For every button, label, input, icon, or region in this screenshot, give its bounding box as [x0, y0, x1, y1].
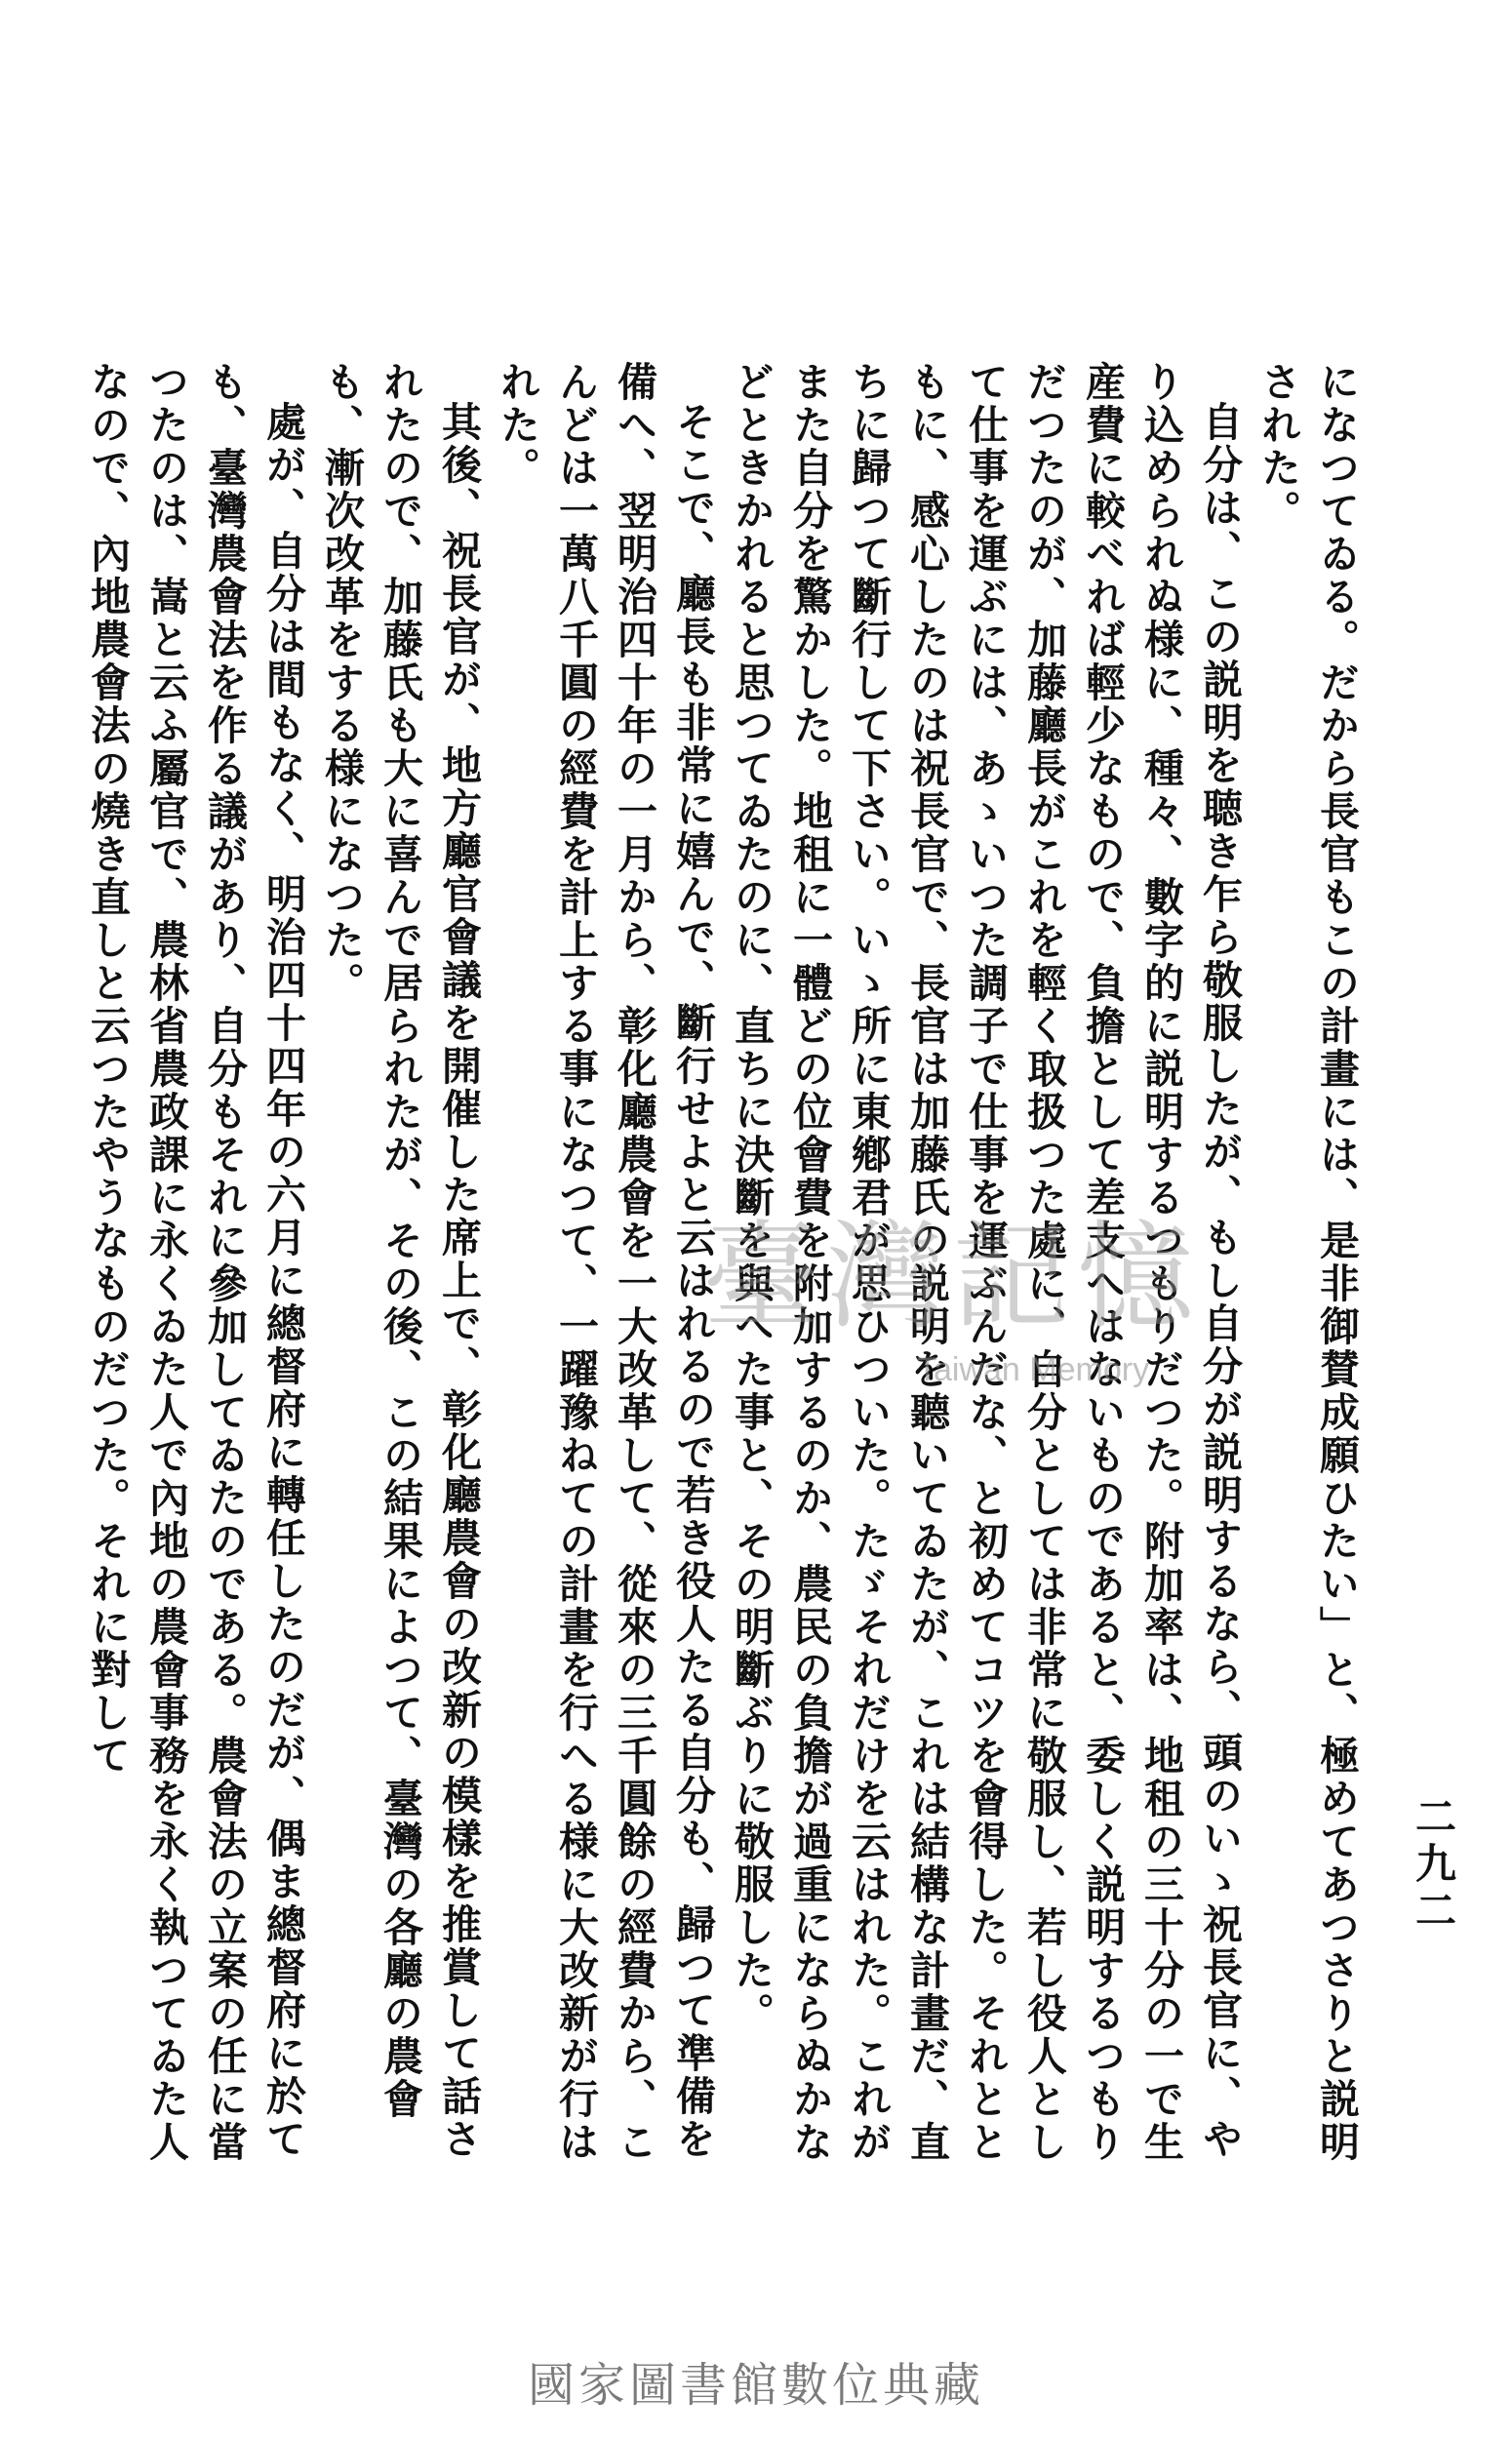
paragraph: そこで、廳長も非常に嬉んで、斷行せよと云はれるので若き役人たる自分も、歸つて準備を備へ、翌明治四十年の一月から、彰化廳農會を一大改革して、從來の三千圓餘の經費から、こんどは一萬八千圓の經費を計上する事になつて、一躍豫ねての計畫を行へる様に大改新が行はれた。	[494, 361, 716, 2164]
watermark-chinese: 臺灣記憶	[702, 1210, 1202, 1345]
footer-credit: 國家圖書館數位典藏	[527, 2358, 984, 2413]
page-number: 二九二	[1410, 1795, 1457, 1936]
paragraph: 處が、自分は間もなく、明治四十四年の六月に總督府に轉任したのだが、偶ま總督府に於ても、臺灣農會法を作る議があり、自分もそれに參加してゐたのである。農會法の立案の任に當つたのは、嵩と云ふ屬官で、農林省農政課に永くゐた人で內地の農會事務を永く執つてゐた人なので、內地農會法の燒き直しと云つたやうなものだつた。それに對して	[84, 361, 306, 2164]
paragraph: 其後、祝長官が、地方廳官會議を開催した席上で、彰化廳農會の改新の模樣を推賞して話されたので、加藤氏も大に喜んで居られたが、その後、この結果によつて、臺灣の各廳の農會も、漸次改革をする様になつた。	[318, 361, 482, 2161]
paragraph: 自分は、この説明を聴き乍ら敬服したが、もし自分が説明するなら、頭のいゝ祝長官に、やり込められぬ様に、種々、數字的に説明するつもりだつた。附加率は、地租の三十分の一で生産費に較べれば輕少なもので、負擔として差支へはないものであると、委しく説明するつもりだつたのが、加藤廳長がこれを輕く取扱つた處に、自分としては非常に敬服し、若し役人として仕事を運ぶには、あゝいつた調子で仕事を運ぶんだな、と初めてコツを會得した。それとともに、感心したのは祝長官で、長官は加藤氏の説明を聽いてゐたが、これは結構な計畫だ、直ちに歸つて斷行して下さい。いゝ所に東鄕君が思ひついた。たゞそれだけを云はれた。これがまた自分を驚かした。地租に一體どの位會費を附加するのか、農民の負擔が過重にならぬかなどときかれると思つてゐたのに、直ちに決斷を與へた事と、その明斷ぶりに敬服した。	[728, 361, 1243, 2164]
watermark-english: Taiwan Memory	[917, 1351, 1150, 1388]
body-text	[84, 361, 1366, 2195]
paragraph: になつてゐる。だから長官もこの計畫には、是非御賛成願ひたい」と、極めてあつさりと説明された。	[1254, 361, 1360, 2164]
